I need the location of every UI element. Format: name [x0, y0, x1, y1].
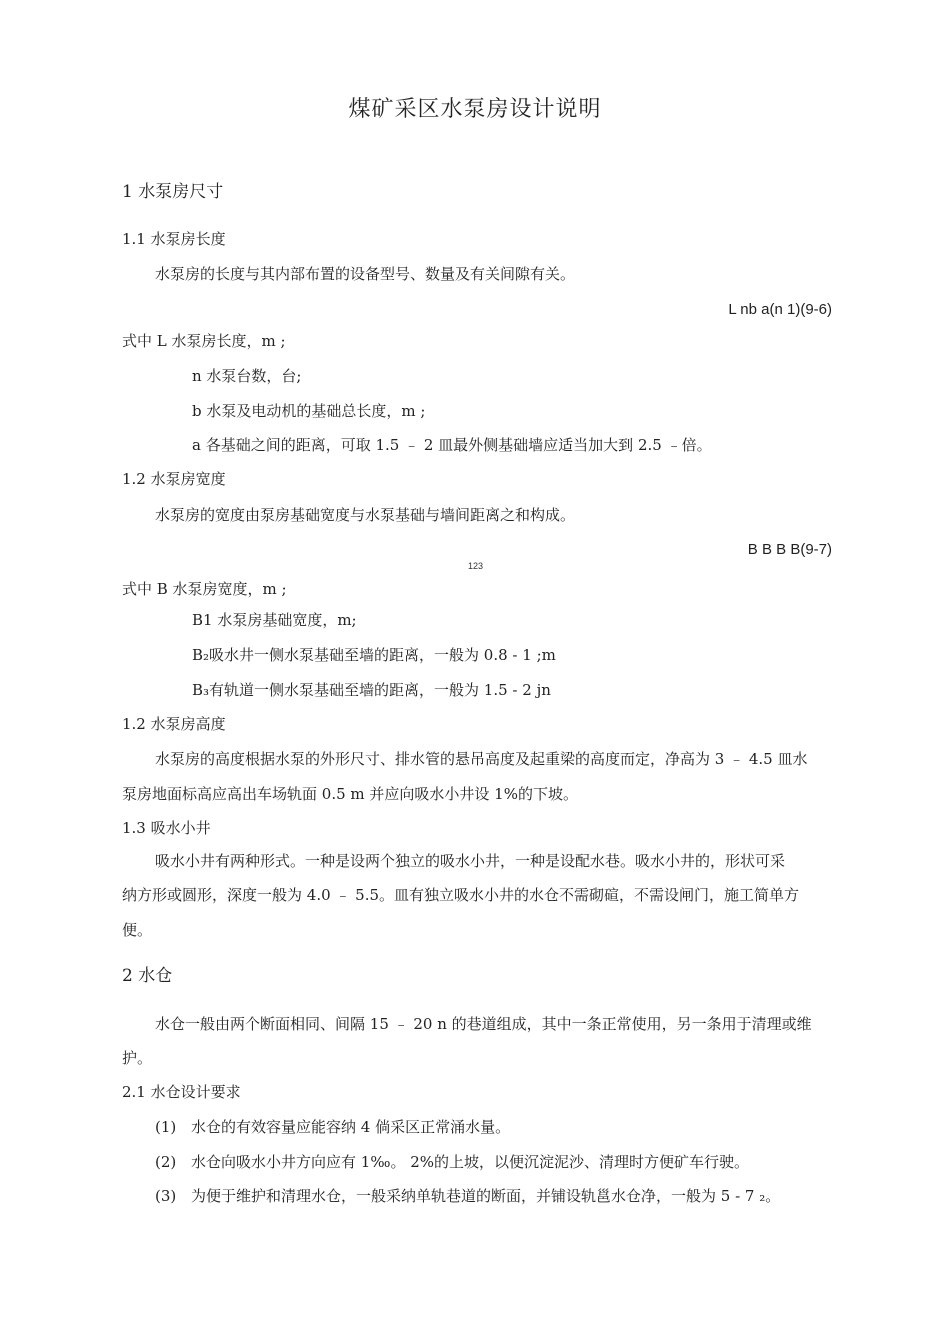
requirement-3-text: 为便于维护和清理水仓，一般采纳单轨巷道的断面，并铺设轨邕水仓净，一般为 5 - 7 ₂。	[191, 1187, 781, 1205]
requirement-3-number: (3)	[155, 1187, 177, 1205]
where-clause-l: 式中 L 水泵房长度，m ;	[122, 332, 286, 350]
document-title: 煤矿采区水泵房设计说明	[348, 97, 602, 122]
requirement-2-number: (2)	[155, 1153, 177, 1171]
section-1-2b-paragraph-line-2: 泵房地面标高应高出车场轨面 0.5 m 并应向吸水小井设 1%的下坡。	[122, 785, 578, 803]
section-1-3-heading: 1.3 吸水小井	[122, 819, 211, 837]
requirement-1-number: (1)	[155, 1118, 177, 1136]
formula-9-7	[748, 540, 832, 560]
section-1-2b-paragraph-line-1: 水泵房的高度根据水泵的外形尺寸、排水管的悬吊高度及起重梁的高度而定，净高为 3 ﹣ 4.5 皿水	[155, 750, 808, 768]
section-1-3-paragraph-line-1: 吸水小井有两种形式。一种是设两个独立的吸水小井，一种是设配水巷。吸水小井的，形状可采	[155, 852, 786, 870]
definition-b: b 水泵及电动机的基础总长度，m ;	[192, 402, 426, 420]
section-1-1-paragraph: 水泵房的长度与其内部布置的设备型号、数量及有关间隙有关。	[155, 265, 576, 283]
definition-b3: B₃有轨道一侧水泵基础至墙的距离，一般为 1.5 - 2 jn	[192, 681, 551, 699]
requirement-2-text: 水仓向吸水小井方向应有 1‰。 2%的上坡，以便沉淀泥沙、清理时方便矿车行驶。	[191, 1153, 750, 1171]
formula-9-7-main: B B B B	[747, 541, 801, 558]
definition-n: n 水泵台数，台;	[192, 367, 302, 385]
requirement-1-text: 水仓的有效容量应能容纳 4 倘采区正常涌水量。	[191, 1118, 511, 1136]
section-1-3-paragraph-line-2: 纳方形或圆形，深度一般为 4.0 ﹣ 5.5。皿有独立吸水小井的水仓不需砌碹，不需设闸门，施工简单方	[122, 886, 800, 904]
formula-9-6: L nb a(n 1)(9-6)	[728, 301, 832, 318]
section-1-3-paragraph-line-3: 便。	[122, 921, 153, 939]
section-2-1-heading: 2.1 水仓设计要求	[122, 1083, 241, 1101]
formula-subscripts: 123	[468, 561, 484, 571]
definition-b2: B₂吸水井一侧水泵基础至墙的距离，一般为 0.8 - 1 ;m	[192, 646, 556, 664]
definition-b1: B1 水泵房基础宽度，m;	[192, 611, 357, 629]
where-clause-b: 式中 B 水泵房宽度，m ;	[122, 580, 287, 598]
definition-a: a 各基础之间的距离，可取 1.5 ﹣ 2 皿最外侧基础墙应适当加大到 2.5 ﹣倍。	[192, 436, 712, 454]
section-1-1-heading: 1.1 水泵房长度	[122, 230, 226, 248]
section-1-2-heading: 1.2 水泵房宽度	[122, 470, 226, 488]
section-2-heading: 2 水仓	[122, 966, 173, 986]
formula-9-7-number: (9-7)	[800, 541, 832, 558]
section-2-paragraph-line-2: 护。	[122, 1049, 153, 1067]
section-1-2-paragraph: 水泵房的宽度由泵房基础宽度与水泵基础与墙间距离之和构成。	[155, 506, 576, 524]
section-1-heading: 1 水泵房尺寸	[122, 182, 224, 202]
section-2-paragraph-line-1: 水仓一般由两个断面相同、间隔 15 ﹣ 20 n 的巷道组成，其中一条正常使用，另一条用于清理或维	[155, 1015, 812, 1033]
section-1-2b-heading: 1.2 水泵房高度	[122, 715, 226, 733]
